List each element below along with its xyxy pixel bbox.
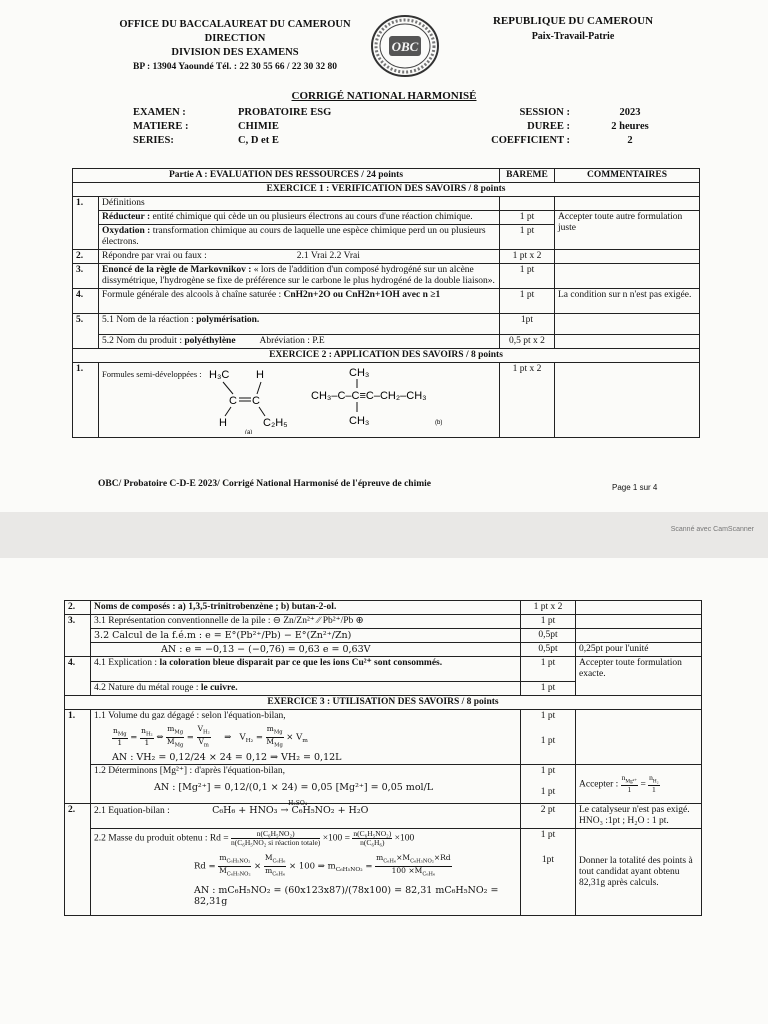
header-division: DIVISION DES EXAMENS [171,47,299,58]
header-motto: Paix-Travail-Patrie [531,31,615,42]
vrai-faux-row: Répondre par vrai ou faux : 2.1 Vrai 2.2 Vrai [99,250,500,264]
matiere-value: CHIMIE [238,121,279,132]
examen-value: PROBATOIRE ESG [238,107,332,118]
scanner-watermark: Scanné avec CamScanner [670,526,754,533]
equation-bilan: 2.1 Equation-bilan : C₆H₆ + HNO₃ → C₆H₅NO₂ + H₂O H₂SO₄ [91,804,521,829]
partA-heading: Partie A : EVALUATION DES RESSOURCES / 24 points [73,169,500,183]
header-right [478,14,668,44]
svg-text:(a): (a) [245,430,253,434]
q52-points: 0,5 pt x 2 [500,335,555,349]
t2-q1-number: 1. [65,710,91,804]
footer-text: OBC/ Probatoire C-D-E 2023/ Corrigé National Harmonisé de l'épreuve de chimie [98,479,431,489]
q5-number: 5. [73,314,99,349]
volume-points: 1 pt 1 pt [521,710,576,765]
matiere-label: MATIERE : [133,121,189,132]
answer-table-1 [72,168,700,438]
duree-label: DUREE : [527,121,570,132]
pile-points: 1 pt [521,615,576,629]
svg-text:H₃C: H₃C [209,369,230,381]
svg-text:C: C [229,395,237,407]
info-labels-left [133,106,189,148]
fem-points-2: 0,5pt [521,643,576,657]
svg-text:CH₃: CH₃ [349,415,370,427]
exercise2-heading: EXERCICE 2 : APPLICATION DES SAVOIRS / 8 points [73,349,700,363]
ex2-q1-number: 1. [73,363,99,438]
reducteur-points: 1 pt [500,211,555,225]
explication-points: 1 pt [521,657,576,682]
formules-label: Formules semi-développées : [102,369,202,379]
svg-text:(b): (b) [435,420,443,426]
markovnikov-rule: Enoncé de la règle de Markovnikov : « lors de l'addition d'un composé hydrogéné sur un alcène dissymétrique, l'hydrogène se fixe de préférence sur le carbone le plus hydrogéné de la double liaison». [99,264,500,289]
definitions-label: Définitions [99,197,500,211]
page-2 [0,558,768,1024]
oxydation-definition: Oxydation : transformation chimique au cours de laquelle une espèce chimique perd un ou plusieurs électrons. [99,225,500,250]
equation-points: 2 pt [521,804,576,829]
alcools-formula: Formule générale des alcools à chaîne saturée : CnH2n+2O ou CnH2n+1OH avec n ≥1 [99,289,500,314]
oxydation-points: 1 pt [500,225,555,250]
concentration-points: 1 pt 1 pt [521,765,576,804]
fem-formula: 3.2 Calcul de la f.é.m : e = E°(Pb²⁺/Pb) − E°(Zn²⁺/Zn) [91,629,521,643]
svg-text:H: H [219,417,227,429]
header-address: BP : 13904 Yaoundé Tél. : 22 30 55 66 / 22 30 32 80 [133,62,337,72]
info-values-right [600,106,660,148]
svg-text:C: C [252,395,260,407]
fem-an: AN : e = −0,13 − (−0,76) = 0,63 e = 0,63V [91,643,521,657]
document-title: CORRIGÉ NATIONAL HARMONISÉ [291,90,477,102]
svg-text:CH₃–C–C≡C–CH₂–CH₃: CH₃–C–C≡C–CH₂–CH₃ [311,390,427,402]
masse-produit: 2.2 Masse du produit obtenu : Rd = $\frac{\text{n(C₆H₅NO₂)}}{\text{n(C₆H₅NO₂ si réaction totale)}}$ ×100 = $\frac{\text{n(C₆H₅NO₂)}}{\text{n(C₆H₆)}}$ ×100 Rd = $\frac{m_{C_6H_5NO_2}}{M_{C_6H_5NO_2}}$ × $\frac{M_{C_6H_6}}{m_{C_6H_6}}$ × 100 ⇒ $m_{C_6H_5NO_2}$ = $\frac{m_{C_6H_6}\times M_{C_6H_5NO_2}\times Rd}{100 \times M_{C_6H_6}}$ AN : mC₆H₅NO₂ = (60x123x87)/(78x100) = 82,31 mC₆H₅NO₂ = 82,31g [91,829,521,916]
header-direction: DIRECTION [204,33,266,44]
exercise1-heading: EXERCICE 1 : VERIFICATION DES SAVOIRS / 8 points [73,183,700,197]
header-office: OFFICE DU BACCALAUREAT DU CAMEROUN [119,19,351,30]
duree-value: 2 heures [611,121,649,132]
comment-exacte: Accepter toute formulation exacte. [576,657,702,696]
series-value: C, D et E [238,135,279,146]
coef-value: 2 [627,135,633,146]
t2-q4-number: 4. [65,657,91,696]
vrai-faux-points: 1 pt x 2 [500,250,555,264]
svg-text:CH₃: CH₃ [349,367,370,379]
reducteur-definition: Réducteur : entité chimique qui cède un ou plusieurs électrons au cours d'une réaction chimique. [99,211,500,225]
q51-reaction: 5.1 Nom de la réaction : polymérisation. [99,314,500,335]
session-value: 2023 [619,107,641,118]
q52-product: 5.2 Nom du produit : polyéthylène Abréviation : P.E [99,335,500,349]
q4-number: 4. [73,289,99,314]
comment-accepter: Accepter : $\frac{n_{Mg^{2+}}}{1}$ = $\frac{n_{H_2}}{1}$ [576,765,702,804]
comment-total: Donner la totalité des points à tout candidat ayant obtenu 82,31g après calculs. [576,829,702,916]
comment-n: La condition sur n n'est pas exigée. [555,289,700,314]
info-labels-right [480,106,570,148]
nature-metal: 4.2 Nature du métal rouge : le cuivre. [91,682,521,696]
series-label: SERIES: [133,135,174,146]
examen-label: EXAMEN : [133,107,186,118]
page-number: Page 1 sur 4 [612,483,658,492]
q3-number: 3. [73,264,99,289]
header-republic: REPUBLIQUE DU CAMEROUN [492,15,654,27]
comment-catalyseur: Le catalyseur n'est pas exigé. HNO₃ :1pt ; H₂O : 1 pt. [576,804,702,829]
exercise3-heading: EXERCICE 3 : UTILISATION DES SAVOIRS / 8 points [65,696,702,710]
q2-number: 2. [73,250,99,264]
noms-composes: Noms de composés : a) 1,3,5-trinitrobenzène ; b) butan-2-ol. [91,601,521,615]
coef-label: COEFFICIENT : [491,135,570,146]
answer-table-2 [64,600,702,916]
semi-developed-formulas [199,364,499,434]
pile-representation: 3.1 Représentation conventionnelle de la pile : ⊖ Zn/Zn²⁺ ∕∕ Pb²⁺/Pb ⊕ [91,615,521,629]
header-left [100,18,370,74]
svg-text:OBC: OBC [391,39,419,54]
svg-text:H: H [256,369,264,381]
comment-formulation: Accepter toute autre formulation juste [555,211,700,250]
formules-points: 1 pt x 2 [500,363,555,438]
session-label: SESSION : [519,107,570,118]
t2-q3-number: 3. [65,615,91,657]
obc-seal-logo [370,14,440,78]
alcools-points: 1 pt [500,289,555,314]
fem-points-1: 0,5pt [521,629,576,643]
info-values-left [238,106,331,148]
t2-q2b-number: 2. [65,804,91,916]
svg-text:C₂H₅: C₂H₅ [263,417,288,429]
formules-cell [99,363,500,438]
explication: 4.1 Explication : la coloration bleue disparait par ce que les ions Cu²⁺ sont consommés. [91,657,521,682]
concentration-mg: 1.2 Déterminons [Mg²⁺] : d'après l'équation-bilan, AN : [Mg²⁺] = 0,12/(0,1 × 24) = 0,05 [Mg²⁺] = 0,05 mol/L [91,765,521,804]
q1-number: 1. [73,197,99,250]
comment-unite: 0,25pt pour l'unité [576,643,702,657]
nature-points: 1 pt [521,682,576,696]
masse-points: 1 pt 1pt [521,829,576,916]
commentaires-heading: COMMENTAIRES [555,169,700,183]
bareme-heading: BAREME [500,169,555,183]
q51-points: 1pt [500,314,555,335]
noms-points: 1 pt x 2 [521,601,576,615]
markovnikov-points: 1 pt [500,264,555,289]
volume-gaz: 1.1 Volume du gaz dégagé : selon l'équation-bilan, $\frac{n_{Mg}}{1}$ = $\frac{n_{H_2}}{1}$ ⇔ $\frac{m_{Mg}}{M_{Mg}}$ = $\frac{V_{H_2}}{V_m}$ ⇒ $V_{H_2}$ = $\frac{m_{Mg}}{M_{Mg}}$ × $V_m$ AN : VH₂ = 0,12/24 × 24 = 0,12 ⇒ VH₂ = 0,12L [91,710,521,765]
t2-q2-number: 2. [65,601,91,615]
